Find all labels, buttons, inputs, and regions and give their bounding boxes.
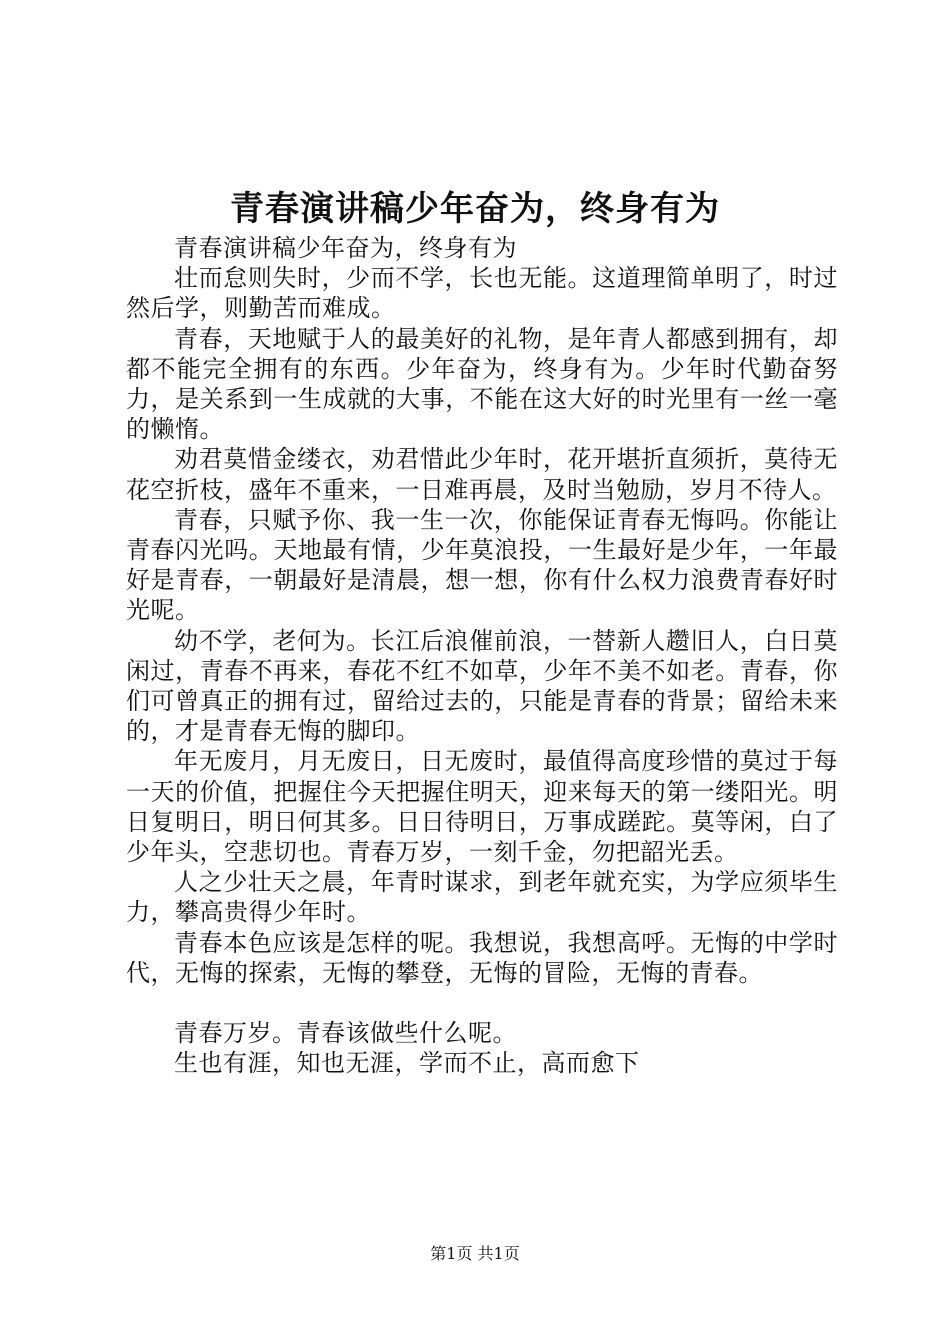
paragraph-5: 幼不学，老何为。长江后浪催前浪，一替新人趱旧人，白日莫闲过，青春不再来，春花不红不如草，少年不美不如老。青春，你们可曾真正的拥有过，留给过去的，只能是青春的背景；留给未来的，才是青春无悔的脚印。 (126, 626, 838, 746)
paragraph-2: 青春，天地赋于人的最美好的礼物，是年青人都感到拥有，却都不能完全拥有的东西。少年奋为，终身有为。少年时代勤奋努力，是关系到一生成就的大事，不能在这大好的时光里有一丝一毫的懒惰。 (126, 324, 838, 444)
paragraph-7: 人之少壮天之晨，年青时谋求，到老年就充实，为学应须毕生力，攀高贵得少年时。 (126, 868, 838, 927)
paragraph-4: 青春，只赋予你、我一生一次，你能保证青春无悔吗。你能让青春闪光吗。天地最有情，少年莫浪投，一生最好是少年，一年最好是青春，一朝最好是清晨，想一想，你有什么权力浪费青春好时光呢。 (126, 505, 838, 625)
document-title: 青春演讲稿少年奋为，终身有为 (230, 189, 720, 229)
paragraph-10: 生也有涯，知也无涯，学而不止，高而愈下 (174, 1049, 640, 1078)
paragraph-8: 青春本色应该是怎样的呢。我想说，我想高呼。无悔的中学时代，无悔的探索，无悔的攀登，无悔的冒险，无悔的青春。 (126, 928, 838, 987)
paragraph-subtitle: 青春演讲稿少年奋为，终身有为 (174, 234, 517, 262)
paragraph-9: 青春万岁。青春该做些什么呢。 (174, 1019, 517, 1048)
paragraph-spacer (126, 988, 838, 1018)
paragraph-6: 年无废月，月无废日，日无废时，最值得高度珍惜的莫过于每一天的价值，把握住今天把握住明天，迎来每天的第一缕阳光。明日复明日，明日何其多。日日待明日，万事成蹉跎。莫等闲，白了少年头，空悲切也。青春万岁，一刻千金，勿把韶光丢。 (126, 747, 838, 867)
document-body (126, 233, 838, 1078)
page-number-footer: 第1页 共1页 (430, 1244, 520, 1263)
paragraph-1: 壮而怠则失时，少而不学，长也无能。这道理简单明了，时过然后学，则勤苦而难成。 (126, 264, 838, 323)
paragraph-3: 劝君莫惜金缕衣，劝君惜此少年时，花开堪折直须折，莫待无花空折枝，盛年不重来，一日难再晨，及时当勉励，岁月不待人。 (126, 445, 838, 504)
